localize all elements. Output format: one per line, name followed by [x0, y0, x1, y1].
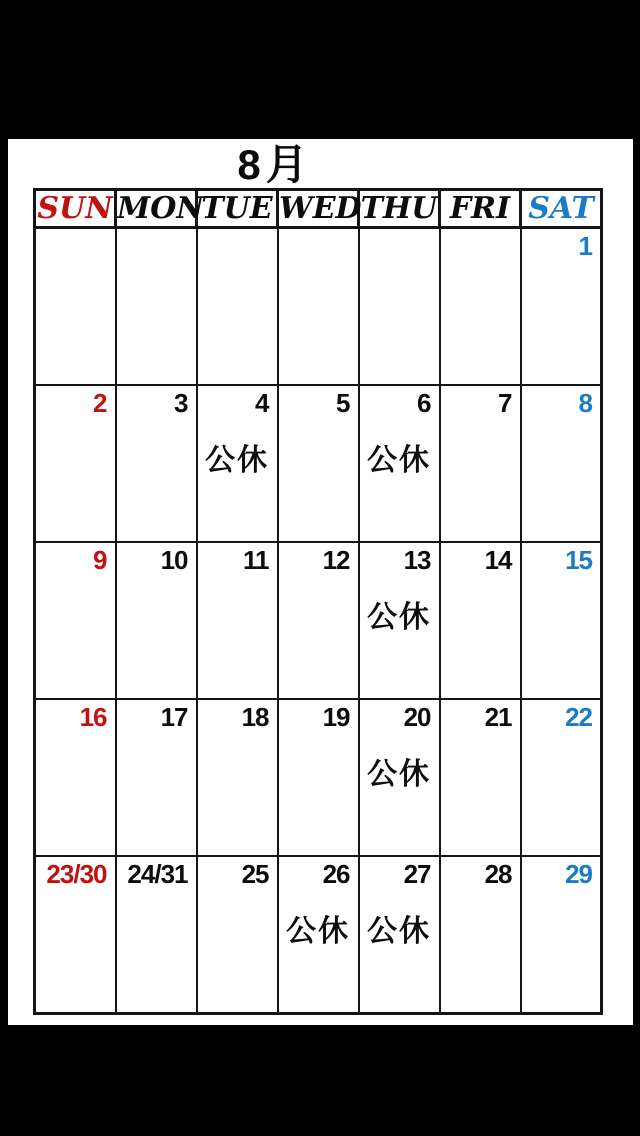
day-cell-14[interactable]	[440, 542, 521, 699]
date-number	[279, 229, 358, 261]
week-row-4	[35, 699, 602, 856]
date-number: 10	[160, 545, 188, 575]
calendar-grid	[33, 188, 603, 1015]
date-number: 28	[484, 859, 512, 889]
weekday-header-fri: FRI	[440, 190, 521, 228]
day-cell-1[interactable]	[521, 228, 602, 386]
date-number: 25	[241, 859, 269, 889]
day-cell-20[interactable]	[359, 699, 440, 856]
date-number	[36, 229, 115, 261]
date-number: 18	[241, 702, 269, 732]
week-row-2	[35, 385, 602, 542]
date-number: 4	[255, 388, 269, 418]
date-number: 6	[417, 388, 431, 418]
day-cell-7[interactable]	[440, 385, 521, 542]
holiday-note: 公休	[286, 914, 350, 948]
day-cell-25[interactable]	[197, 856, 278, 1014]
date-number: 5	[336, 388, 350, 418]
weekday-header-wed: WED	[279, 191, 362, 226]
date-number: 16	[79, 702, 107, 732]
holiday-note: 公休	[367, 757, 431, 791]
date-number: 2	[93, 388, 107, 418]
weekday-header-tue: TUE	[197, 190, 278, 228]
date-number: 1	[578, 231, 592, 261]
date-number: 23/30	[46, 859, 107, 889]
day-cell-18[interactable]	[197, 699, 278, 856]
week-row-1	[35, 228, 602, 386]
date-number: 15	[565, 545, 592, 575]
date-number: 9	[93, 545, 107, 575]
day-cell-10[interactable]	[116, 542, 197, 699]
date-number: 27	[403, 859, 431, 889]
day-cell-21[interactable]	[440, 699, 521, 856]
letterbox-top	[0, 0, 640, 139]
month-title: 8月	[237, 141, 313, 188]
day-cell-28[interactable]	[440, 856, 521, 1014]
day-cell-16[interactable]	[35, 699, 116, 856]
date-number: 20	[403, 702, 431, 732]
date-number: 14	[484, 545, 512, 575]
day-cell-23-30[interactable]	[35, 856, 116, 1014]
date-number: 8	[578, 388, 592, 418]
day-cell-12[interactable]	[278, 542, 359, 699]
day-cell-empty	[116, 228, 197, 386]
weekday-header-sat: SAT	[521, 190, 602, 228]
date-number: 12	[322, 545, 350, 575]
day-cell-empty	[440, 228, 521, 386]
date-number: 11	[243, 545, 269, 575]
weekday-header-row	[35, 190, 602, 228]
day-cell-empty	[197, 228, 278, 386]
date-number: 29	[565, 859, 592, 889]
day-cell-29[interactable]	[521, 856, 602, 1014]
date-number	[441, 229, 520, 261]
holiday-note: 公休	[367, 914, 431, 948]
day-cell-15[interactable]	[521, 542, 602, 699]
day-cell-empty	[359, 228, 440, 386]
date-number: 3	[174, 388, 188, 418]
day-cell-8[interactable]	[521, 385, 602, 542]
holiday-note: 公休	[367, 443, 431, 477]
date-number: 13	[403, 545, 431, 575]
week-row-3	[35, 542, 602, 699]
day-cell-empty	[35, 228, 116, 386]
day-cell-2[interactable]	[35, 385, 116, 542]
week-row-5	[35, 856, 602, 1014]
day-cell-3[interactable]	[116, 385, 197, 542]
date-number: 7	[498, 388, 512, 418]
day-cell-24-31[interactable]	[116, 856, 197, 1014]
holiday-note: 公休	[367, 600, 431, 634]
date-number	[360, 229, 439, 261]
date-number: 26	[322, 859, 350, 889]
day-cell-4[interactable]	[197, 385, 278, 542]
date-number: 19	[322, 702, 350, 732]
day-cell-17[interactable]	[116, 699, 197, 856]
day-cell-9[interactable]	[35, 542, 116, 699]
date-number: 21	[484, 702, 512, 732]
day-cell-26[interactable]	[278, 856, 359, 1014]
date-number: 24/31	[127, 859, 188, 889]
date-number: 17	[160, 702, 188, 732]
date-number	[117, 229, 196, 261]
weekday-header-mon: MON	[117, 191, 204, 226]
weekday-header-sun: SUN	[35, 190, 116, 228]
letterbox-bottom	[0, 1025, 640, 1136]
day-cell-19[interactable]	[278, 699, 359, 856]
day-cell-22[interactable]	[521, 699, 602, 856]
date-number	[198, 229, 277, 261]
day-cell-empty	[278, 228, 359, 386]
day-cell-6[interactable]	[359, 385, 440, 542]
calendar-page	[8, 139, 633, 1025]
day-cell-11[interactable]	[197, 542, 278, 699]
day-cell-27[interactable]	[359, 856, 440, 1014]
day-cell-13[interactable]	[359, 542, 440, 699]
weekday-header-thu: THU	[359, 190, 440, 228]
day-cell-5[interactable]	[278, 385, 359, 542]
holiday-note: 公休	[205, 443, 269, 477]
date-number: 22	[565, 702, 592, 732]
